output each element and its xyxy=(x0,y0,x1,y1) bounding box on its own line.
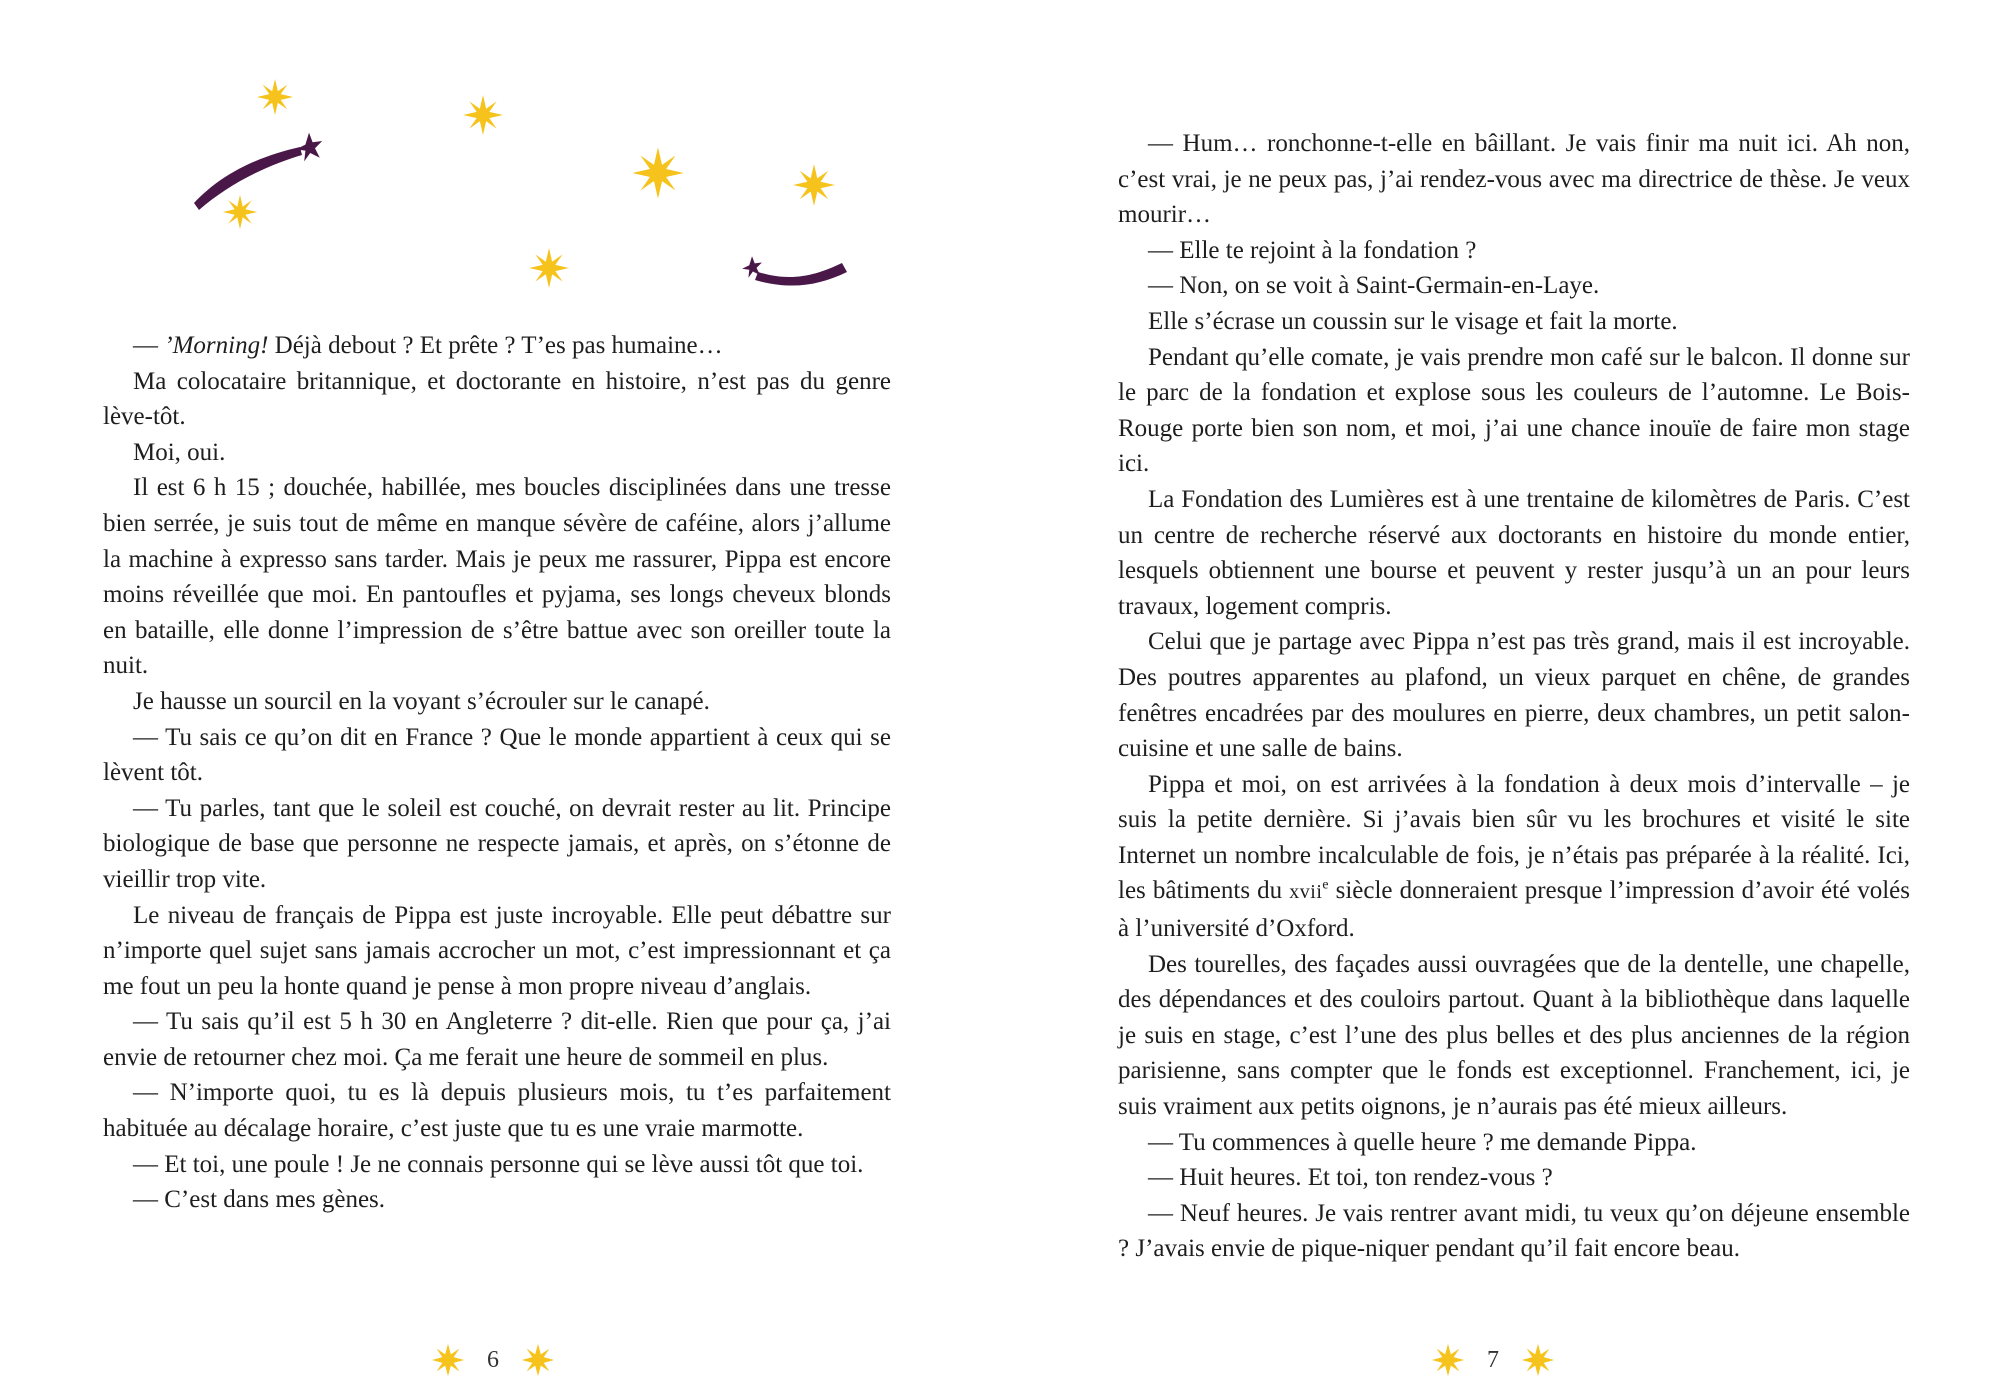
paragraph: — Tu sais qu’il est 5 h 30 en Angleterre ? dit-elle. Rien que pour ça, j’ai envie de retourner chez moi. Ça me ferait une heure de sommeil en plus. xyxy=(103,1008,891,1071)
paragraph: — Tu sais ce qu’on dit en France ? Que le monde appartient à ceux qui se lèvent tôt. xyxy=(103,723,891,787)
paragraph: — Hum… ronchonne-t-elle en bâillant. Je vais finir ma nuit ici. Ah non, c’est vrai, je ne peux pas, j’ai rendez-vous avec ma directrice de thèse. Je veux mourir… xyxy=(1118,130,1910,229)
roman-numeral: xvii xyxy=(1289,881,1323,904)
paragraph: — C’est dans mes gènes. xyxy=(133,1186,386,1214)
paragraph: Moi, oui. xyxy=(133,438,226,466)
paragraph: — Tu commences à quelle heure ? me demande Pippa. xyxy=(1148,1128,1697,1156)
left-text-column xyxy=(103,328,891,1218)
star-icon xyxy=(520,1342,556,1378)
paragraph: Il est 6 h 15 ; douchée, habillée, mes boucles disciplinées dans une tresse bien serrée, je suis tout de même en manque sévère de caféine, alors j’allume la machine à expresso sans tarder. Mais je peux me rassurer, Pippa est encore moins réveillée que moi. En pantoufles et pyjama, ses longs cheveux blonds en bataille, elle donne l’impression de s’être battue avec son oreiller toute la nuit. xyxy=(103,474,891,680)
star-icon xyxy=(793,164,835,206)
star-icon xyxy=(257,79,293,115)
paragraph: Je hausse un sourcil en la voyant s’écrouler sur le canapé. xyxy=(133,687,710,715)
star-icon xyxy=(632,147,683,198)
paragraph: — Huit heures. Et toi, ton rendez-vous ? xyxy=(1148,1164,1553,1192)
emphasis: ’Morning! xyxy=(164,332,269,359)
paragraph: — Neuf heures. Je vais rentrer avant midi, tu veux qu’on déjeune ensemble ? J’avais envie de pique-niquer pendant qu’il fait encore beau. xyxy=(1118,1199,1910,1263)
star-icon xyxy=(430,1342,466,1378)
page-number: 7 xyxy=(1487,1346,1499,1373)
star-icon xyxy=(529,248,569,288)
paragraph: — Et toi, une poule ! Je ne connais personne qui se lève aussi tôt que toi. xyxy=(133,1150,864,1178)
paragraph: Ma colocataire britannique, et doctorante en histoire, n’est pas du genre lève-tôt. xyxy=(103,367,891,431)
paragraph: Pippa et moi, on est arrivées à la fondation à deux mois d’intervalle – je suis la petite dernière. Si j’avais bien sûr vu les brochures et visité le site Internet un nombre incalculable de fois, je n’étais pas préparée à la réalité. Ici, les bâtiments du xvii$^e$ siècle donneraient presque l’impression d’avoir été volés à l’université d’Oxford. xyxy=(1118,770,1910,943)
paragraph: — Non, on se voit à Saint-Germain-en-Laye. xyxy=(1148,272,1600,300)
star-icon xyxy=(223,195,257,229)
paragraph: La Fondation des Lumières est à une trentaine de kilomètres de Paris. C’est un centre de recherche réservé aux doctorants en histoire du monde entier, lesquels obtiennent une bourse et peuvent y rester jusqu’à un an pour leurs travaux, logement compris. xyxy=(1118,485,1910,620)
paragraph: — ’Morning! Déjà debout ? Et prête ? T’es pas humaine… xyxy=(133,332,723,359)
paragraph: — N’importe quoi, tu es là depuis plusieurs mois, tu t’es parfaitement habituée au décalage horaire, c’est juste que tu es une vraie marmotte. xyxy=(103,1079,891,1143)
shooting-star-icon xyxy=(194,147,302,210)
paragraph: Le niveau de français de Pippa est juste incroyable. Elle peut débattre sur n’importe quel sujet sans jamais accrocher un mot, c’est impressionnant et ça me fout un peu la honte quand je pense à mon propre niveau d’anglais. xyxy=(103,901,891,1000)
star-icon xyxy=(296,133,322,162)
stars-illustration xyxy=(0,0,1000,310)
right-text-column xyxy=(1118,126,1910,1267)
page-footer xyxy=(430,1340,556,1380)
right-page xyxy=(1000,0,2000,1400)
superscript: e xyxy=(1322,877,1329,893)
paragraph: Pendant qu’elle comate, je vais prendre mon café sur le balcon. Il donne sur le parc de la fondation et explose sous les couleurs de l’automne. Le Bois-Rouge porte bien son nom, et moi, j’ai une chance inouïe de faire mon stage ici. xyxy=(1118,343,1910,478)
paragraph: — Elle te rejoint à la fondation ? xyxy=(1148,236,1477,264)
star-icon xyxy=(1520,1342,1556,1378)
paragraph: Des tourelles, des façades aussi ouvragées que de la dentelle, une chapelle, des dépendances et des couloirs partout. Quant à la bibliothèque dans laquelle je suis en stage, c’est l’une des plus belles et des plus anciennes de la région parisienne, sans compter que le fonds est exceptionnel. Franchement, ici, je suis vraiment aux petits oignons, je n’aurais pas été mieux ailleurs. xyxy=(1118,950,1910,1121)
paragraph: Celui que je partage avec Pippa n’est pas très grand, mais il est incroyable. Des poutres apparentes au plafond, un vieux parquet en chêne, de grandes fenêtres encadrées par des moulures en pierre, deux chambres, un petit salon-cuisine et une salle de bains. xyxy=(1118,628,1910,763)
page-number: 6 xyxy=(487,1346,499,1373)
star-icon xyxy=(1430,1342,1466,1378)
star-icon xyxy=(463,95,503,135)
page-footer xyxy=(1430,1340,1556,1380)
paragraph: Elle s’écrase un coussin sur le visage et fait la morte. xyxy=(1148,307,1678,335)
paragraph: — Tu parles, tant que le soleil est couché, on devrait rester au lit. Principe biologique de base que personne ne respecte jamais, et après, on s’étonne de vieillir trop vite. xyxy=(103,794,891,893)
shooting-star-icon xyxy=(755,263,847,286)
